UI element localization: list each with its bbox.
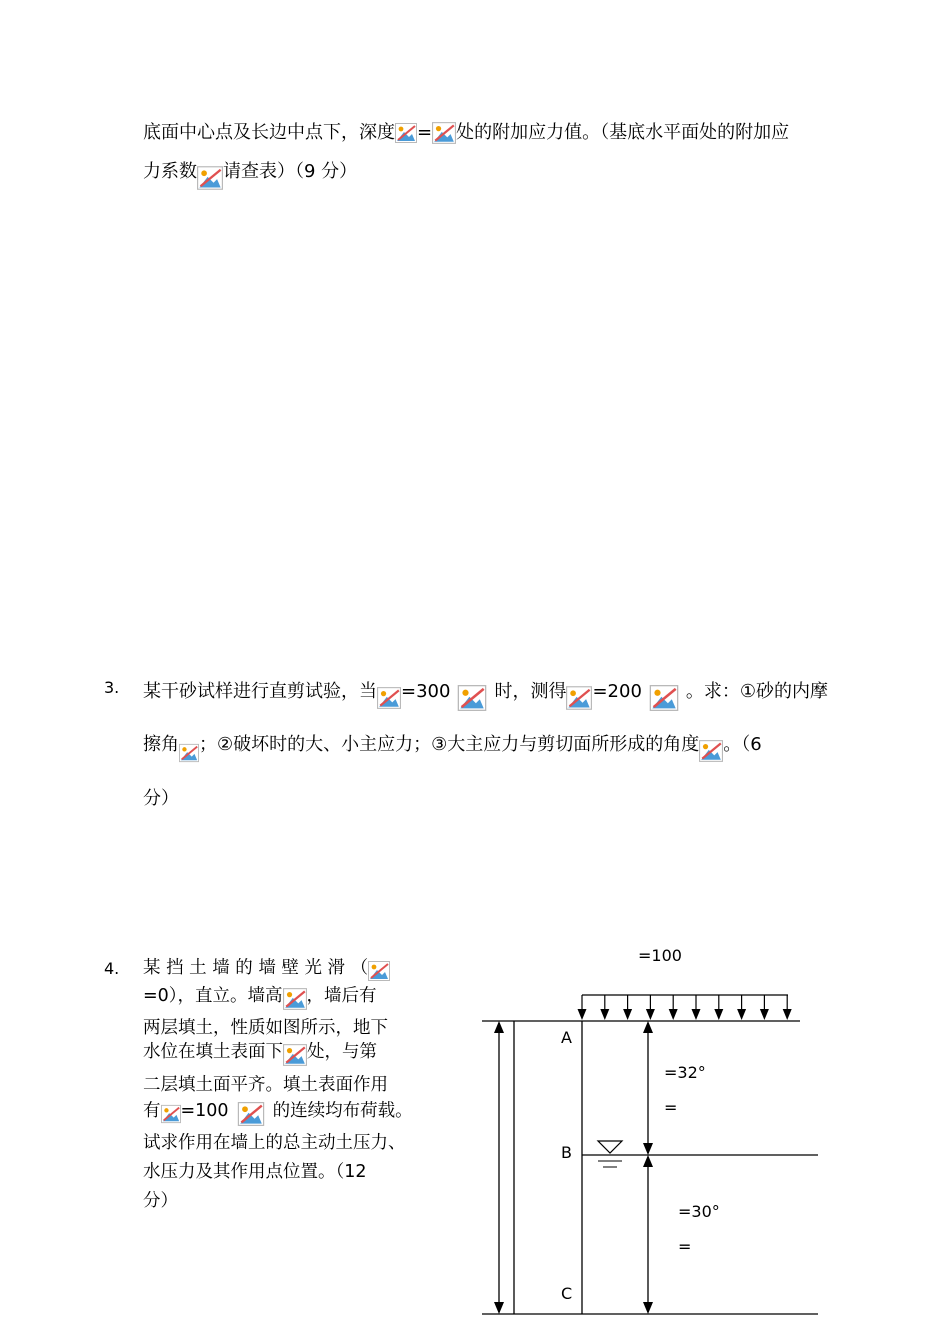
layer-1-friction-angle: =32° xyxy=(664,1063,706,1082)
layer-1-thickness-dimension xyxy=(643,1021,653,1155)
load-arrow-head xyxy=(623,1009,632,1020)
load-arrow-head xyxy=(692,1009,701,1020)
load-label: =100 xyxy=(638,946,682,965)
broken-image-icon xyxy=(395,123,417,143)
load-arrow-head xyxy=(783,1009,792,1020)
problem-4-line-7: 试求作用在墙上的总主动土压力、 xyxy=(143,1133,406,1153)
problem-3-line-1: 某干砂试样进行直剪试验，当 =300 时，测得 =200 。求：①砂的内摩 xyxy=(143,675,828,709)
problem-3-line-3: 分） xyxy=(143,788,179,809)
load-arrow-head xyxy=(600,1009,609,1020)
load-arrow-head xyxy=(669,1009,678,1020)
layer-1-unit-weight: = xyxy=(664,1098,678,1117)
fragment-line-1: 底面中心点及长边中点下，深度 = 处的附加应力值。（基底水平面处的附加应 xyxy=(143,122,790,143)
layer-2-thickness-dimension xyxy=(643,1155,653,1314)
point-c-label: C xyxy=(561,1284,573,1303)
broken-image-icon xyxy=(368,960,390,982)
load-arrow-head xyxy=(578,1009,587,1020)
problem-4-line-3: 两层填土，性质如图所示，地下 xyxy=(143,1018,388,1038)
problem-4-line-5: 二层填土面平齐。填土表面作用 xyxy=(143,1075,388,1095)
broken-image-icon xyxy=(197,163,223,193)
broken-image-icon xyxy=(642,685,686,711)
layer-2-friction-angle: =30° xyxy=(678,1202,720,1221)
broken-image-icon xyxy=(283,1044,307,1066)
problem-4-line-6: 有 =100 的连续均布荷载。 xyxy=(143,1099,413,1123)
broken-image-icon xyxy=(161,1103,181,1125)
load-arrow-head xyxy=(714,1009,723,1020)
point-a-label: A xyxy=(561,1028,572,1047)
broken-image-icon xyxy=(699,740,723,762)
broken-image-icon xyxy=(566,681,592,715)
broken-image-icon xyxy=(283,988,307,1010)
layer-2-unit-weight: = xyxy=(678,1237,692,1256)
problem-4-number: 4. xyxy=(104,959,120,978)
fragment-line-2: 力系数 请查表）（9 分） xyxy=(143,157,357,187)
problem-3-line-2: 擦角 ；②破坏时的大、小主应力；③大主应力与剪切面所形成的角度 。（6 xyxy=(143,730,762,760)
point-b-label: B xyxy=(561,1143,572,1162)
problem-3-number: 3. xyxy=(104,678,120,697)
surcharge-load xyxy=(578,995,792,1020)
problem-4-line-4: 水位在填土表面下 处，与第 xyxy=(143,1040,377,1064)
load-arrow-head xyxy=(737,1009,746,1020)
broken-image-icon xyxy=(179,738,199,768)
water-table-icon xyxy=(598,1141,622,1167)
broken-image-icon xyxy=(377,686,401,710)
problem-4-line-9: 分） xyxy=(143,1191,178,1211)
problem-4-line-2: =0），直立。墙高 ，墙后有 xyxy=(143,984,377,1008)
broken-image-icon xyxy=(432,122,456,144)
total-height-dimension xyxy=(494,1021,504,1314)
broken-image-icon xyxy=(450,685,494,711)
load-arrow-head xyxy=(646,1009,655,1020)
problem-4-line-1: 某 挡 土 墙 的 墙 壁 光 滑 （ xyxy=(143,956,390,980)
problem-4-line-8: 水压力及其作用点位置。（12 xyxy=(143,1162,367,1182)
broken-image-icon xyxy=(229,1102,273,1126)
load-arrow-head xyxy=(760,1009,769,1020)
